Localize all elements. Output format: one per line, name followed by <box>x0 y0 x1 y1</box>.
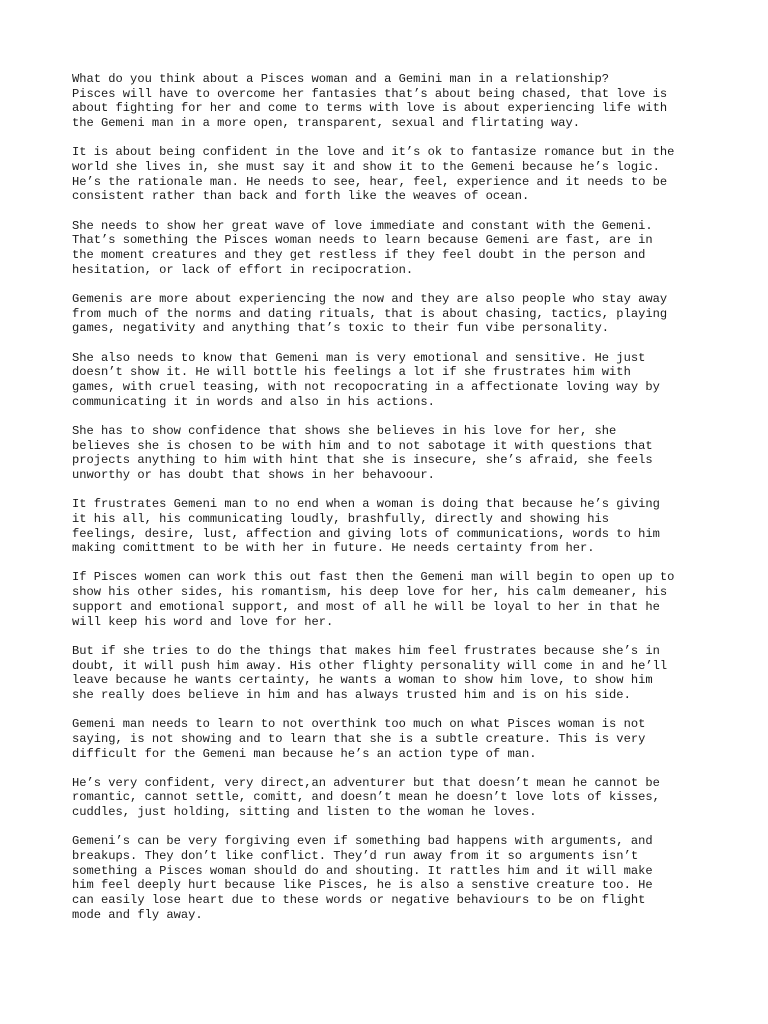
paragraph-6: She has to show confidence that shows she believes in his love for her, she believes she is chosen to be with him and to not sabotage it with questions that projects anything to him with hint that she is insecure, she’s afraid, she feels unworthy or has doubt that shows in her behavoour. <box>72 423 653 482</box>
paragraph-9: But if she tries to do the things that makes him feel frustrates because she’s in doubt, it will push him away. His other flighty personality will come in and he’ll leave because he wants certainty, he wants a woman to show him love, to show him she really does believe in him and has always trusted him and is on his side. <box>72 643 668 702</box>
paragraph-1: What do you think about a Pisces woman and a Gemini man in a relationship? Pisces will have to overcome her fantasies that’s about being chased, that love is about fighting for her and come to terms with love is about experiencing life with the Gemeni man in a more open, transparent, sexual and flirtating way. <box>72 72 668 131</box>
paragraph-12: Gemeni’s can be very forgiving even if something bad happens with arguments, and breakups. They don’t like conflict. They’d run away from it so arguments isn’t something a Pisces woman should do and shouting. It rattles him and it will make him feel deeply hurt because like Pisces, he is also a senstive creature too. He can easily lose heart due to these words or negative behaviours to be on flight mode and fly away. <box>72 834 653 922</box>
paragraph-4: Gemenis are more about experiencing the now and they are also people who stay away from much of the norms and dating rituals, that is about chasing, tactics, playing games, negativity and anything that’s toxic to their fun vibe personality. <box>72 291 668 336</box>
paragraph-5: She also needs to know that Gemeni man is very emotional and sensitive. He just doesn’t show it. He will bottle his feelings a lot if she frustrates him with games, with cruel teasing, with not recopocrating in a affectionate loving way by communicating it in words and also in his actions. <box>72 350 660 409</box>
paragraph-3: She needs to show her great wave of love immediate and constant with the Gemeni. That’s something the Pisces woman needs to learn because Gemeni are fast, are in the moment creatures and they get restless if they feel doubt in the person and hesitation, or lack of effort in recipocration. <box>72 218 653 277</box>
document-page <box>72 72 712 937</box>
paragraph-7: It frustrates Gemeni man to no end when a woman is doing that because he’s giving it his all, his communicating loudly, brashfully, directly and showing his feelings, desire, lust, affection and giving lots of communications, words to him making comittment to be with her in future. He needs certainty from her. <box>72 497 660 556</box>
paragraph-8: If Pisces women can work this out fast then the Gemeni man will begin to open up to show his other sides, his romantism, his deep love for her, his calm demeaner, his support and emotional support, and most of all he will be loyal to her in that he will keep his word and love for her. <box>72 570 675 629</box>
paragraph-2: It is about being confident in the love and it’s ok to fantasize romance but in the world she lives in, she must say it and show it to the Gemeni because he’s logic. He’s the rationale man. He needs to see, hear, feel, experience and it needs to be consistent rather than back and forth like the weaves of ocean. <box>72 145 675 204</box>
paragraph-10: Gemeni man needs to learn to not overthink too much on what Pisces woman is not saying, is not showing and to learn that she is a subtle creature. This is very difficult for the Gemeni man because he’s an action type of man. <box>72 717 646 761</box>
paragraph-11: He’s very confident, very direct,an adventurer but that doesn’t mean he cannot be romantic, cannot settle, comitt, and doesn’t mean he doesn’t love lots of kisses, cuddles, just holding, sitting and listen to the woman he loves. <box>72 775 660 820</box>
